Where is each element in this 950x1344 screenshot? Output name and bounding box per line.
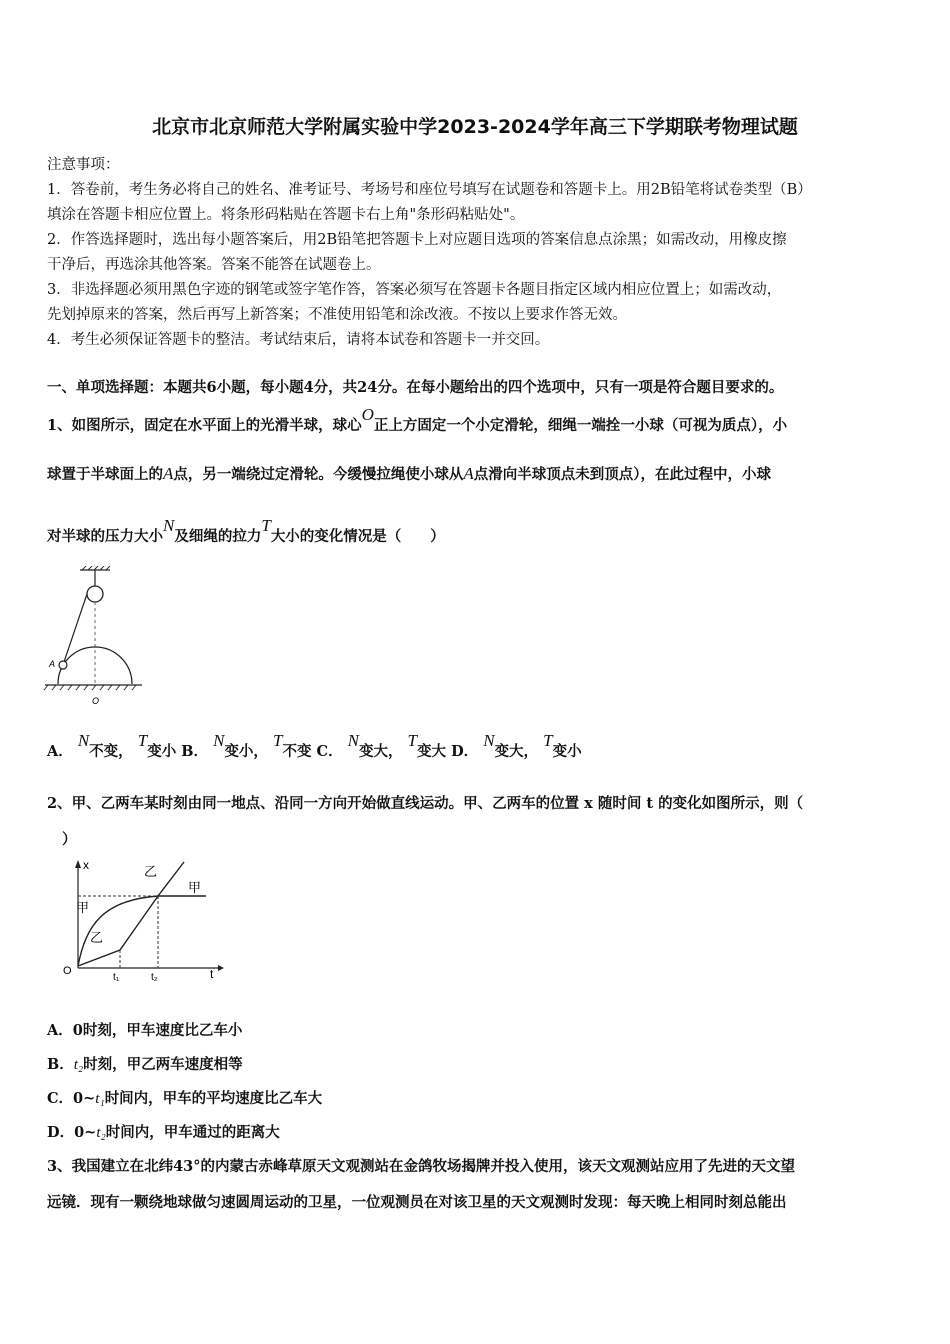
- label-jia-right: 甲: [188, 880, 202, 895]
- notice-line: 填涂在答题卡相应位置上。将条形码粘贴在答题卡右上角"条形码粘贴处"。: [47, 207, 525, 223]
- pulley: [87, 586, 103, 602]
- q1-line3: 对半球的压力大小N及细绳的拉力T大小的变化情况是（ ）: [47, 516, 445, 545]
- svg-text:A: A: [49, 659, 56, 669]
- q2-option-B[interactable]: B．t₂时刻，甲乙两车速度相等: [47, 1056, 243, 1073]
- label-yi-left: 乙: [90, 930, 104, 945]
- label-yi-top: 乙: [144, 864, 158, 879]
- label-jia-left: 甲: [76, 900, 90, 915]
- q3-line2: 远镜．现有一颗绕地球做匀速圆周运动的卫星，一位观测员在对该卫星的天文观测时发现：每天晚上相同时刻总能出: [47, 1194, 787, 1211]
- var-O: O: [361, 405, 374, 424]
- var-A: A: [463, 464, 474, 483]
- notice-line: 4．考生必须保证答题卡的整洁。考试结束后，请将本试卷和答题卡一并交回。: [47, 332, 550, 348]
- q2-line2: ）: [62, 831, 77, 848]
- q1-line2: 球置于半球面上的A点，另一端绕过定滑轮。今缓慢拉绳使小球从A点滑向半球顶点未到顶点），在此过程中，小球: [47, 464, 772, 483]
- yi-line: [78, 862, 184, 966]
- svg-text:x: x: [83, 858, 89, 872]
- q3-line1: 3、我国建立在北纬43°的内蒙古赤峰草原天文观测站在金鸽牧场揭牌并投入使用，该天文观测站应用了先进的天文望: [47, 1158, 796, 1175]
- q1-option-B[interactable]: B． N变小， T不变: [181, 731, 312, 760]
- notice-line: 3．非选择题必须用黑色字迹的钢笔或签字笔作答，答案必须写在答题卡各题目指定区域内相应位置上；如需改动，: [47, 282, 782, 298]
- notice-line: 2．作答选择题时，选出每小题答案后，用2B铅笔把答题卡上对应题目选项的答案信息点涂黑；如需改动，用橡皮擦: [47, 232, 787, 248]
- notice-line: 1．答卷前，考生务必将自己的姓名、准考证号、考场号和座位号填写在试题卷和答题卡上。用2B铅笔将试卷类型（B）: [47, 182, 812, 198]
- svg-text:t: t: [210, 967, 214, 981]
- svg-text:t₂: t₂: [151, 972, 158, 982]
- notice-line: 先划掉原来的答案，然后再写上新答案；不准使用铅笔和涂改液。不按以上要求作答无效。: [47, 307, 627, 323]
- notice-heading: 注意事项：: [47, 157, 120, 173]
- ball: [59, 661, 67, 669]
- q1-option-C[interactable]: C． N变大， T变大: [316, 731, 447, 760]
- var-A: A: [163, 464, 174, 483]
- q1-option-D[interactable]: D． N变大， T变小: [451, 731, 582, 760]
- svg-text:O: O: [63, 965, 72, 977]
- var-T: T: [261, 516, 271, 535]
- q2-option-A[interactable]: A．0时刻，甲车速度比乙车小: [47, 1022, 243, 1039]
- svg-text:t₁: t₁: [113, 972, 120, 982]
- var-N: N: [163, 516, 175, 535]
- position-time-graph: [58, 852, 228, 982]
- q1-options: [47, 731, 582, 761]
- hemisphere-pulley-figure: [40, 566, 150, 711]
- notice-line: 干净后，再选涂其他答案。答案不能答在试题卷上。: [47, 257, 381, 273]
- q2-option-D[interactable]: D．0~t₂时间内，甲车通过的距离大: [47, 1124, 280, 1141]
- q2-line1: 2、甲、乙两车某时刻由同一地点、沿同一方向开始做直线运动。甲、乙两车的位置 x 随时间 t 的变化如图所示，则（: [47, 795, 804, 812]
- q1-line1: 1、如图所示，固定在水平面上的光滑半球，球心O正上方固定一个小定滑轮，细绳一端拴一小球（可视为质点），小: [47, 405, 788, 434]
- q1-option-A[interactable]: A． N不变， T变小: [47, 731, 177, 760]
- page-title: 北京市北京师范大学附属实验中学2023-2024学年高三下学期联考物理试题: [152, 116, 798, 138]
- q2-option-C[interactable]: C．0~t₁时间内，甲车的平均速度比乙车大: [47, 1090, 323, 1107]
- section-heading: 一、单项选择题：本题共6小题，每小题4分，共24分。在每小题给出的四个选项中，只有一项是符合题目要求的。: [47, 379, 784, 396]
- svg-text:O: O: [92, 696, 100, 706]
